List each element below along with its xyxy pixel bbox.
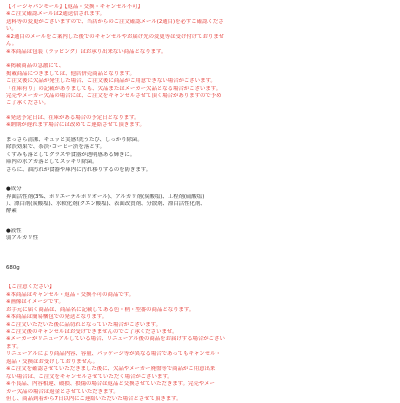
caution-line: カー欠品の場合は返金とさせていただきます。	[6, 388, 119, 395]
liquid-value: 弱アルカリ性	[6, 235, 39, 242]
caution-line: ※画像はイメージです。	[6, 299, 64, 306]
caution-line: 但し、商品到着から7日以内にご連絡いただいた場合とさせて頂きます。	[6, 396, 182, 403]
caution-block	[6, 284, 394, 403]
caution-line: ※ご注文いただいた後に品切れとなっていた場合がございます。	[6, 321, 162, 328]
notice-line: ※2通目のメールをご案内した後でのキャンセルやお届け先の変更等は受け付けておりませ	[6, 33, 225, 40]
shipping-notice-line: ※納期が遅れます場合には改めてご連絡させて頂きます。	[6, 122, 145, 129]
notice-line: ん。	[6, 41, 18, 48]
caution-line: ※本商品は簡易梱包での発送となります。	[6, 314, 108, 321]
stock-notice-line: 「在庫有り」の記載がありましても、欠品またはメーカー欠品となる場合がございます。	[6, 85, 222, 92]
stock-notice-line: 掲載商品につきましては、他店併売商品となります。	[6, 70, 135, 77]
caution-line: ※ご注文後のキャンセルはお受けできませんのでご了承くださいませ。	[6, 328, 178, 335]
caution-line: ※メーカーがリニューアルしている場合、リニューアル後の商品をお届けする場合がござい	[6, 336, 225, 343]
stock-notice-line: ※掲載商品の急激にて、	[6, 63, 65, 70]
caution-line: 【ご注意ください】	[6, 284, 55, 291]
stock-notice-line: ご了承ください。	[6, 100, 50, 107]
liquid-block	[6, 228, 394, 243]
stock-notice-block	[6, 63, 394, 108]
description-block	[6, 137, 394, 174]
shipping-notice-line: ※発送予定日は、在庫がある場合の予定日となります。	[6, 114, 140, 121]
caution-line: リニューアルにより商品内容、容量、パッケージ等が異なる場合であってもキャンセル・	[6, 351, 221, 358]
notice-line: ※ご注文確認メールは2通送信されます。	[6, 11, 106, 18]
description-line: 除渋効果で、茶渋･コーヒー渋を落とす。	[6, 144, 105, 151]
ingredients-line: ）、漂白剤(炭酸塩)、水軟化剤(クエン酸塩)、表面改質剤、分散剤、漂白活性化剤、	[6, 200, 206, 207]
ingredients-heading: ●成分	[6, 186, 22, 193]
description-line: 庫内の水アカ落としてスッキリ除菌。	[6, 159, 98, 166]
stock-notice-line: ご注文後に欠品が発生した場合、ご注文後に商品がご用意できない場合がございます。	[6, 78, 216, 85]
notice-block	[6, 4, 394, 56]
liquid-heading: ●液性	[6, 227, 22, 234]
notice-line: ※本商品は包装（ラッピング）はお承り出来ない商品となります。	[6, 48, 167, 55]
ingredients-block	[6, 186, 394, 216]
shipping-notice-block	[6, 115, 394, 130]
caution-line: 返品・交換はお受けしておりません。	[6, 358, 98, 365]
description-line: まっさら清潔、キュッと実感!洗うたび、しっかり除菌。	[6, 136, 143, 143]
caution-line: ない場合は、ご注文をキャンセルさせていただく場合がございます。	[6, 373, 173, 380]
stock-notice-line: 完売やメーカー欠品の場合には、ご注文をキャンセルさせて頂く場合がありますので予め	[6, 92, 222, 99]
caution-line: ※ご注文を確認させていただきました後に、欠品やメーカー廃盤等で商品がご用意出来	[6, 366, 216, 373]
caution-line: ます。	[6, 343, 22, 350]
notice-line: 送料等の変更がございますので、当店からのご注文確認メール(2通目)を必ずご確認くださ	[6, 18, 224, 25]
caution-line: お手元に届く商品は、商品名に記載してある色・柄・型番の商品となります。	[6, 306, 195, 313]
notice-line: い。	[6, 26, 17, 33]
notice-line: 【イージャパンモール】【返品・交換・キャンセル不可】	[6, 4, 143, 10]
description-line: さらに、油汚れが食器や庫内に汚れ移りするのを防ぎます。	[6, 166, 152, 173]
ingredients-line: 界面活性剤(3%、ポリエーテルポリオール)、アルカリ剤(炭酸塩)、工程剤(硫酸塩)	[6, 193, 205, 200]
ingredients-line: 酵素	[6, 208, 17, 215]
caution-line: ※不良品、内容相違、破損、損傷の場合は返品と交換させていただきます。完売やメー	[6, 381, 215, 388]
description-line: くすみも落としてグラスや食器が透明感ある輝きに。	[6, 151, 136, 158]
weight-text: 680g	[6, 264, 20, 271]
caution-line: ※本商品はキャンセル・返品・交換不可の商品です。	[6, 291, 135, 298]
